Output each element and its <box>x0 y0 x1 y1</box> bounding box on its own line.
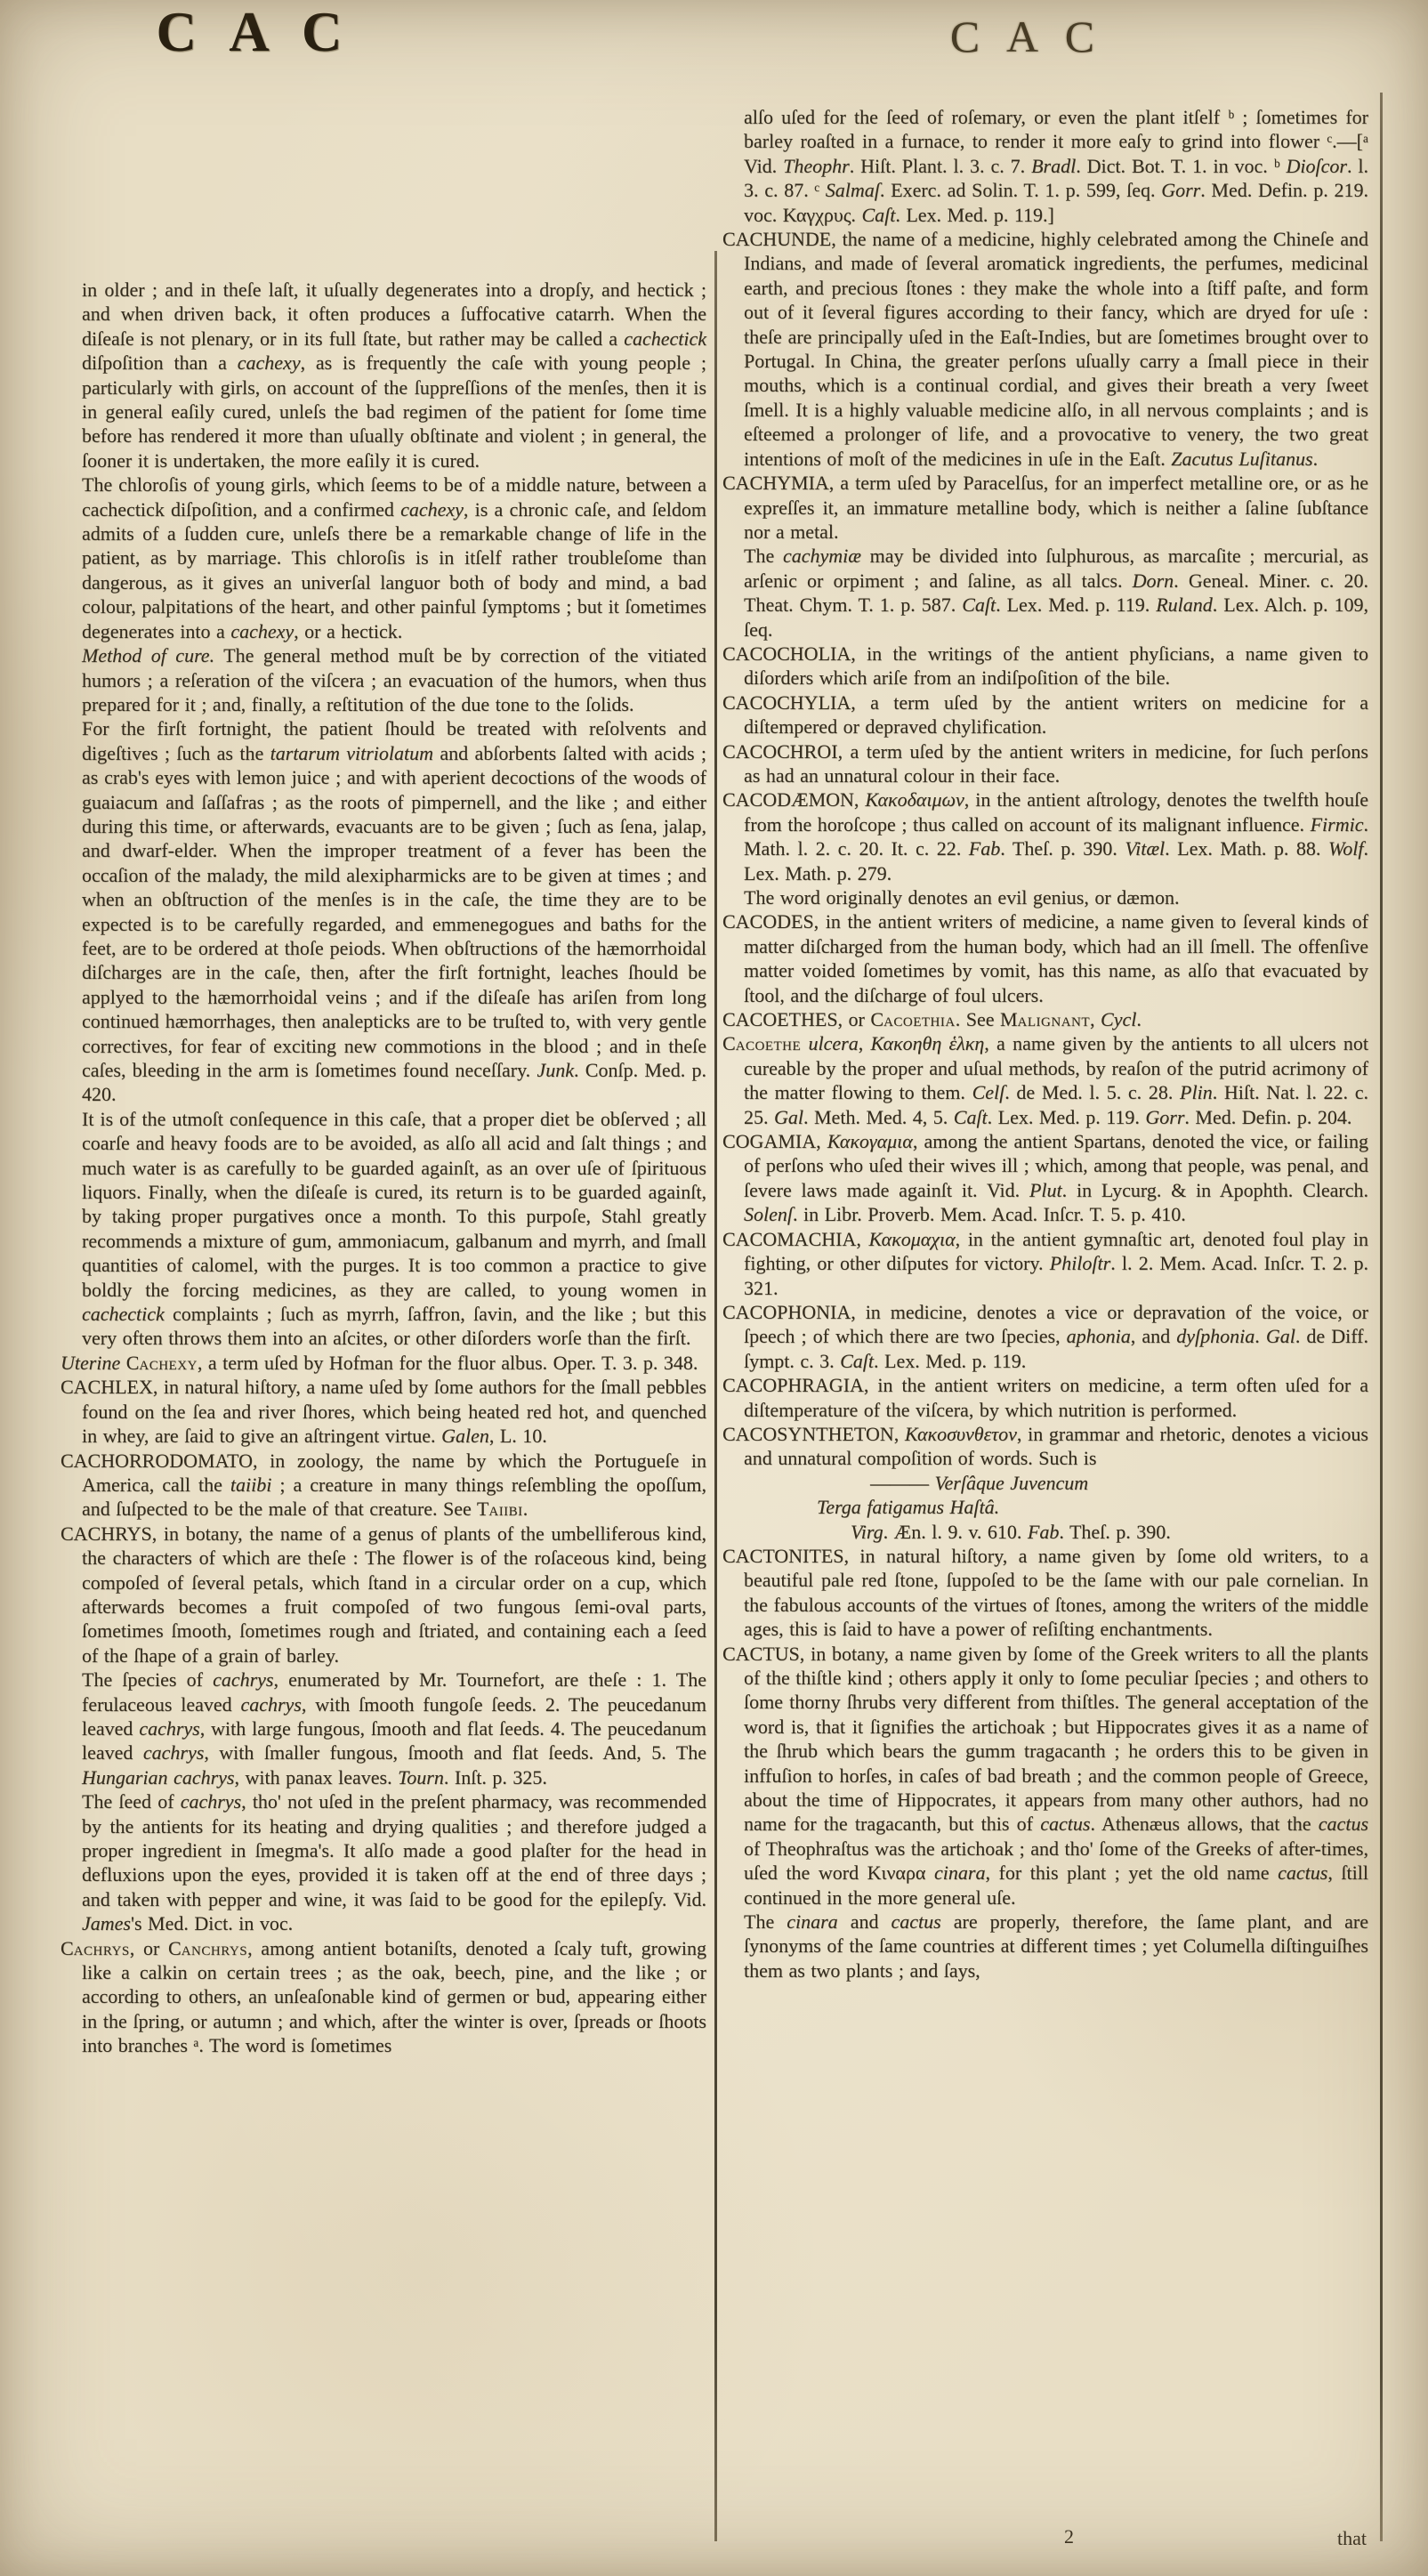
paragraph-block: The cinara and cactus are properly, therefore, the ſame plant, and are ſynonyms of the ſame countries at different times ; yet Columella diſtinguiſhes them as two plants ; and ſays, <box>744 1910 1369 1982</box>
running-header-right: C A C <box>949 12 1104 61</box>
entry-block: CACOPHRAGIA, in the antient writers on medicine, a term often uſed for a diſtemperature of the viſcera, by which nutrition is performed. <box>722 1374 1368 1421</box>
entry-block: CACOSYNTHETON, Κακοσυνθετον, in grammar and rhetoric, denotes a vicious and unnatural compoſition of words. Such is <box>722 1422 1368 1470</box>
entry-block: CACOCHYLIA, a term uſed by the antient writers on medicine for a diſtempered or depraved chylification. <box>722 690 1368 739</box>
column-divider-rule <box>714 251 717 2541</box>
catchword: that <box>1337 2527 1367 2549</box>
entry-block: CACOPHONIA, in medicine, denotes a vice or depravation of the voice, or ſpeech ; of which there are two ſpecies, aphonia, and dyſphonia. Gal. de Diff. ſympt. c. 3. Caſt. Lex. Med. p. 119. <box>722 1300 1369 1372</box>
verse-line: Virg. Æn. l. 9. v. 610. Fab. Theſ. p. 390. <box>851 1520 1171 1543</box>
verse-line: Terga fatigamus Haſtâ. <box>817 1496 1000 1519</box>
entry-block: CACHYMIA, a term uſed by Paracelſus, for an imperfect metalline ore, or as he expreſſes it, an immature metalline body, which is neither a ſaline ſubſtance nor a metal. <box>722 472 1368 543</box>
paragraph-block: The ſpecies of cachrys, enumerated by Mr. Tournefort, are theſe : 1. The ferulaceous leaved cachrys, with ſmooth fungoſe ſeeds. 2. The peucedanum leaved cachrys, with large fungous, ſmooth and flat ſeeds. 4. The peucedanum leaved cachrys, with ſmaller fungous, ſmooth and flat ſeeds. And, 5. The Hungarian cachrys, with panax leaves. Tourn. Inſt. p. 325. <box>82 1668 707 1789</box>
entry-block: Uterine Cachexy, a term uſed by Hofman for the fluor albus. Oper. T. 3. p. 348. <box>61 1351 698 1374</box>
entry-block: CACOCHOLIA, in the writings of the antient phyſicians, a name given to diſorders which ariſe from an indiſpoſition of the bile. <box>722 642 1368 690</box>
entry-block: CACHLEX, in natural hiſtory, a name uſed by ſome authors for the ſmall pebbles found on the ſea and river ſhores, which being heated red hot, and quenched in whey, are ſaid to give an aſtringent virtue. Galen, L. 10. <box>61 1376 706 1448</box>
entry-block: COGAMIA, Κακογαμια, among the antient Spartans, denoted the vice, or failing of perſons who uſed their wives ill ; which, among that people, was penal, and ſevere laws made againſt it. Vid. Plut. in Lycurg. & in Apophth. Clearch. Solenſ. in Libr. Proverb. Mem. Acad. Inſcr. T. 5. p. 410. <box>722 1130 1369 1226</box>
paragraph-block: The chloroſis of young girls, which ſeems to be of a middle nature, between a cachectick diſpoſition, and a confirmed cachexy, is a chronic caſe, and ſeldom admits of a ſudden cure, unleſs there be a remarkable change of life in the patient, as by marriage. This chloroſis is in itſelf rather troubleſome than dangerous, as it gives an univerſal languor both of body and mind, a bad colour, palpitations of the heart, and other painful ſymptoms ; but it ſometimes degenerates into a cachexy, or a hectick. <box>82 473 706 642</box>
paragraph-block: The ſeed of cachrys, tho' not uſed in the preſent pharmacy, was recommended by the antients for its heating and drying qualities ; and therefore judged a proper ingredient in ſmegma's. It alſo made a good plaſter for the head in defluxions upon the eyes, provided it is taken off at the end of three days ; and taken with pepper and wine, it was ſaid to be good for the epilepſy. Vid. James's Med. Dict. in voc. <box>82 1790 707 1935</box>
entry-block: Cacoethe ulcera, Κακοηθη ἑλκη, a name given by the antients to all ulcers not cureable by the proper and uſual methods, by reaſon of the putrid acrimony of the matter flowing to them. Celſ. de Med. l. 5. c. 28. Plin. Hiſt. Nat. l. 22. c. 25. Gal. Meth. Med. 4, 5. Caſt. Lex. Med. p. 119. Gorr. Med. Defin. p. 204. <box>722 1032 1369 1128</box>
entry-block: CACHORRODOMATO, in zoology, the name by which the Portugueſe in America, call the taiibi ; a creature in many things reſembling the opoſſum, and ſuſpected to be the male of that creature. See Taiibi. <box>61 1449 706 1521</box>
column-right <box>722 105 1369 1982</box>
entry-block: CACTONITES, in natural hiſtory, a name given by ſome old writers, to a beautiful pale red ſtone, ſuppoſed to be the ſame with our pale cornelian. In the fabulous accounts of the virtues of ſtones, among the writers of the middle ages, this is ſaid to have a power of reſiſting enchantments. <box>722 1544 1368 1641</box>
entry-block: CACOMACHIA, Κακομαχια, in the antient gymnaſtic art, denoted foul play in fighting, or other diſputes for victory. Philoſtr. l. 2. Mem. Acad. Inſcr. T. 2. p. 321. <box>722 1227 1368 1299</box>
entry-block: CACOETHES, or Cacoethia. See Malignant, Cycl. <box>722 1008 1142 1031</box>
entry-block: CACODÆMON, Κακοδαιμων, in the antient aſtrology, denotes the twelfth houſe from the horoſcope ; thus called on account of its malignant influence. Firmic. Math. l. 2. c. 20. It. c. 22. Fab. Theſ. p. 390. Vitæl. Lex. Math. p. 88. Wolf. Lex. Math. p. 279. <box>722 788 1368 884</box>
entry-block: CACHUNDE, the name of a medicine, highly celebrated among the Chineſe and Indians, and made of ſeveral aromatick ingredients, the perfumes, medicinal earth, and precious ſtones : they make the whole into a ſtiff paſte, and form out of it ſeveral figures according to their fancy, which are dryed for uſe : theſe are principally uſed in the Eaſt-Indies, but are ſometimes brought over to Portugal. In China, the greater perſons uſually carry a ſmall piece in their mouths, which is a continual cordial, and gives their breath a very ſweet ſmell. It is a highly valuable medicine alſo, in all nervous complaints ; and is eſteemed a prolonger of life, and a provocative to venery, the two great intentions of moſt of the medicines in uſe in the Eaſt. Zacutus Luſitanus. <box>722 228 1368 470</box>
paragraph-block: The word originally denotes an evil genius, or dæmon. <box>744 886 1180 908</box>
entry-block: CACTUS, in botany, a name given by ſome of the Greek writers to all the plants of the thiſtle kind ; others apply it only to ſome peculiar ſpecies ; and others to ſome thorny ſhrubs very different from thiſtles. The general acceptation of the word is, that it ſignifies the artichoak ; but Hippocrates gives it as a name of the ſhrub which bears the gumm tragacanth ; he orders this to be given in inffuſion to horſes, in caſes of bad breath ; and the common people of Greece, about the time of Hippocrates, it appears from many other authors, had no name for the tragacanth, but this of cactus. Athenæus allows, that the cactus of Theophraſtus was the artichoak ; and tho' ſome of the Greeks of after-times, uſed the word Κιναρα cinara, for this plant ; yet the old name cactus, ſtill continued in the more general uſe. <box>722 1642 1368 1909</box>
running-header-left: C A C <box>156 1 353 63</box>
paragraph-block: The cachymiæ may be divided into ſulphurous, as marcaſite ; mercurial, as arſenic or orpiment ; and ſaline, as all talcs. Dorn. Geneal. Miner. c. 20. Theat. Chym. T. 1. p. 587. Caſt. Lex. Med. p. 119. Ruland. Lex. Alch. p. 109, ſeq. <box>744 545 1369 641</box>
entry-block: Cachrys, or Canchrys, among antient botaniſts, denoted a ſcaly tuft, growing like a calkin on certain trees ; as the oak, beech, pine, and the like ; or according to others, an unſeaſonable kind of germen or bud, appearing either in the ſpring, or autumn ; and which, after the winter is over, ſpreads or ſhoots into branches ᵃ. The word is ſometimes <box>61 1936 707 2057</box>
paragraph-block: alſo uſed for the ſeed of roſemary, or even the plant itſelf ᵇ ; ſometimes for barley roaſted in a furnace, to render it more eaſy to grind into flower ᶜ.—[ᵃ Vid. Theophr. Hiſt. Plant. l. 3. c. 7. Bradl. Dict. Bot. T. 1. in voc. ᵇ Dioſcor. l. 3. c. 87. ᶜ Salmaſ. Exerc. ad Solin. T. 1. p. 599, ſeq. Gorr. Med. Defin. p. 219. voc. Καγχρυς. Caſt. Lex. Med. p. 119.] <box>744 106 1369 226</box>
right-margin-rule <box>1380 93 1383 2541</box>
entry-block: CACODES, in the antient writers of medicine, a name given to ſeveral kinds of matter diſcharged from the human body, which had an ill ſmell. The offenſive matter voided ſometimes by vomit, has this name, as alſo that evacuated by ſtool, and the diſcharge of foul ulcers. <box>722 910 1368 1006</box>
paragraph-block: Method of cure. The general method muſt be by correction of the vitiated humors ; a reſeration of the viſcera ; an evacuation of the humors, when thus prepared for it ; and, finally, a reſtitution of the due tone to the ſolids. <box>82 644 706 715</box>
verse-line: ——— Verſâque Juvencum <box>870 1471 1089 1494</box>
entry-block: CACOCHROI, a term uſed by the antient writers in medicine, for ſuch perſons as had an unnatural colour in their face. <box>722 739 1368 787</box>
entry-block: CACHRYS, in botany, the name of a genus of plants of the umbelliferous kind, the characters of which are theſe : The flower is of the roſaceous kind, being compoſed of ſeveral petals, which ſtand in a circular order on a cup, which afterwards becomes a fruit compoſed of two fungous ſemi-oval parts, ſometimes ſmooth, ſometimes rough and ſtriated, and containing each a ſeed of the ſhape of a grain of barley. <box>61 1522 706 1667</box>
paragraph-block: in older ; and in theſe laſt, it uſually degenerates into a dropſy, and hectick ; and when driven back, it often produces a ſuffocative catarrh. When the diſeaſe is not plenary, or in its full ſtate, but rather may be called a cachectick diſpoſition than a cachexy, as is frequently the caſe with young people ; particularly with girls, on account of the ſuppreſſions of the menſes, then it is in general eaſily cured, unleſs the bad regimen of the patient for ſome time before has rendered it more than uſually obſtinate and violent ; in general, the ſooner it is undertaken, the more eaſily it is cured. <box>82 279 706 472</box>
paragraph-block: It is of the utmoſt conſequence in this caſe, that a proper diet be obſerved ; all coarſe and heavy foods are to be avoided, as alſo all acid and ſalt things ; and much water is as carefully to be guarded againſt, as an over uſe of ſpirituous liquors. Finally, when the diſeaſe is cured, its return is to be guarded againſt, by taking proper purgatives once a month. To this purpoſe, Stahl greatly recommends a mixture of gum, ammoniacum, galbanum and myrrh, and ſmall quantities of calomel, with the purges. It is too common a practice to give boldly the forcing medicines, as they are called, to young women in cachectick complaints ; ſuch as myrrh, ſaffron, ſavin, and the like ; but this very often throws them into an aſcites, or other diſorders worſe than the firſt. <box>82 1107 706 1350</box>
paragraph-block: For the firſt fortnight, the patient ſhould be treated with reſolvents and digeſtives ; ſuch as the tartarum vitriolatum and abſorbents ſalted with acids ; as crab's eyes with lemon juice ; and with aperient decoctions of the woods of guaiacum and ſaſſafras ; as the roots of pimpernell, and the like ; and either during this time, or afterwards, evacuants are to be given ; ſuch as ſena, jalap, and dwarf-elder. When the improper treatment of a fever has been the occaſion of the malady, the mild alexipharmicks are to be given at times ; and when an obſtruction of the menſes is in the caſe, the time they are to be expected is to be carefully regarded, and emmenegogues and baths for the feet, are to be ordered at thoſe peiods. When obſtructions of the hæmorrhoidal diſcharges are in the caſe, then, after the firſt fortnight, leaches ſhould be applyed to the hæmorrhoidal veins ; and if the diſeaſe has ariſen from long continued hæmorrhages, then analepticks are to be truſted to, with very gentle correctives, for fear of exciting new commotions in the blood ; and in theſe caſes, bleeding in the arm is ſometimes found neceſſary. Junk. Conſp. Med. p. 420. <box>82 717 707 1106</box>
column-left <box>61 278 707 2058</box>
signature-mark: 2 <box>1064 2525 1074 2548</box>
